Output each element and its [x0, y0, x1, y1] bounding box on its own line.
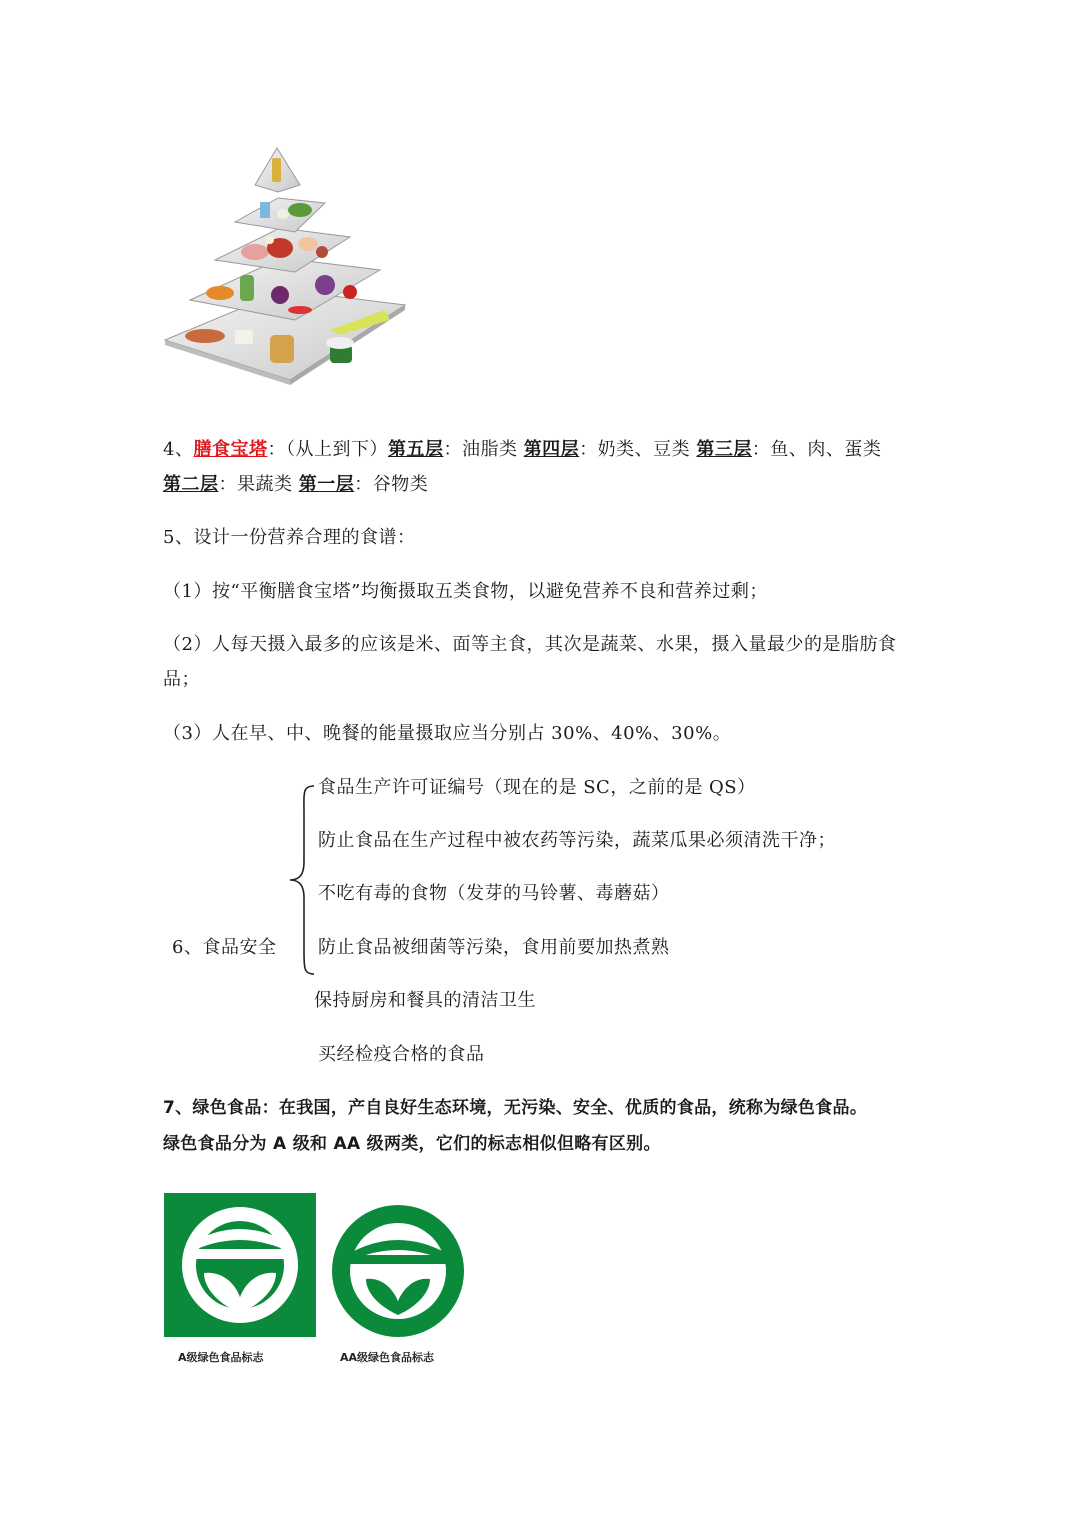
layer3-label: 第三层	[696, 439, 752, 460]
food-safety-point: 防止食品被细菌等污染，食用前要加热煮熟	[318, 937, 670, 958]
aa-grade-logo-caption: AA级绿色食品标志	[340, 1351, 435, 1364]
item4-prefix: 4、	[163, 439, 194, 460]
item5-heading: 5、设计一份营养合理的食谱：	[163, 527, 416, 548]
layer1-text: ：谷物类	[354, 474, 429, 495]
layer4-text: ：奶类、豆类	[579, 439, 697, 460]
item5-point3: （3）人在早、中、晚餐的能量摄取应当分别占 30%、40%、30%。	[163, 723, 732, 744]
food-pyramid-image	[160, 140, 410, 385]
a-grade-logo-caption: A级绿色食品标志	[178, 1351, 264, 1364]
layer2-text: ：果蔬类	[218, 474, 299, 495]
layer1-label: 第一层	[298, 474, 355, 495]
layer2-label: 第二层	[163, 474, 219, 495]
curly-brace	[286, 782, 316, 978]
food-safety-point: 不吃有毒的食物（发芽的马铃薯、毒蘑菇）	[318, 883, 670, 904]
layer5-text: ：油脂类	[443, 439, 524, 460]
food-safety-point: 买经检疫合格的食品	[318, 1044, 485, 1065]
food-safety-point: 防止食品在生产过程中被农药等污染，蔬菜瓜果必须清洗干净；	[318, 830, 836, 851]
food-safety-point: 保持厨房和餐具的清洁卫生	[314, 990, 536, 1011]
item5-point2-line2: 品；	[163, 669, 200, 690]
food-safety-label: 6、食品安全	[172, 937, 277, 958]
dietary-pyramid-term: 膳食宝塔	[193, 439, 268, 460]
food-safety-point: 食品生产许可证编号（现在的是 SC，之前的是 QS）	[318, 777, 756, 798]
item5-point1: （1）按“平衡膳食宝塔”均衡摄取五类食物，以避免营养不良和营养过剩；	[163, 581, 768, 602]
item4-line2	[163, 473, 428, 497]
item7-line2: 绿色食品分为 A 级和 AA 级两类，它们的标志相似但略有区别。	[163, 1134, 661, 1154]
layer3-text: ：鱼、肉、蛋类	[751, 439, 882, 460]
item7-line1: 7、绿色食品：在我国，产自良好生态环境，无污染、安全、优质的食品，统称为绿色食品。	[163, 1098, 868, 1118]
layer4-label: 第四层	[523, 439, 580, 460]
item4-colon: ：（从上到下）	[267, 439, 388, 460]
aa-grade-green-food-logo	[330, 1203, 466, 1339]
a-grade-green-food-logo	[164, 1193, 316, 1337]
item5-point2-line1: （2）人每天摄入最多的应该是米、面等主食，其次是蔬菜、水果，摄入量最少的是脂肪食	[163, 634, 897, 655]
layer5-label: 第五层	[387, 439, 444, 460]
item4-line1	[163, 438, 881, 462]
